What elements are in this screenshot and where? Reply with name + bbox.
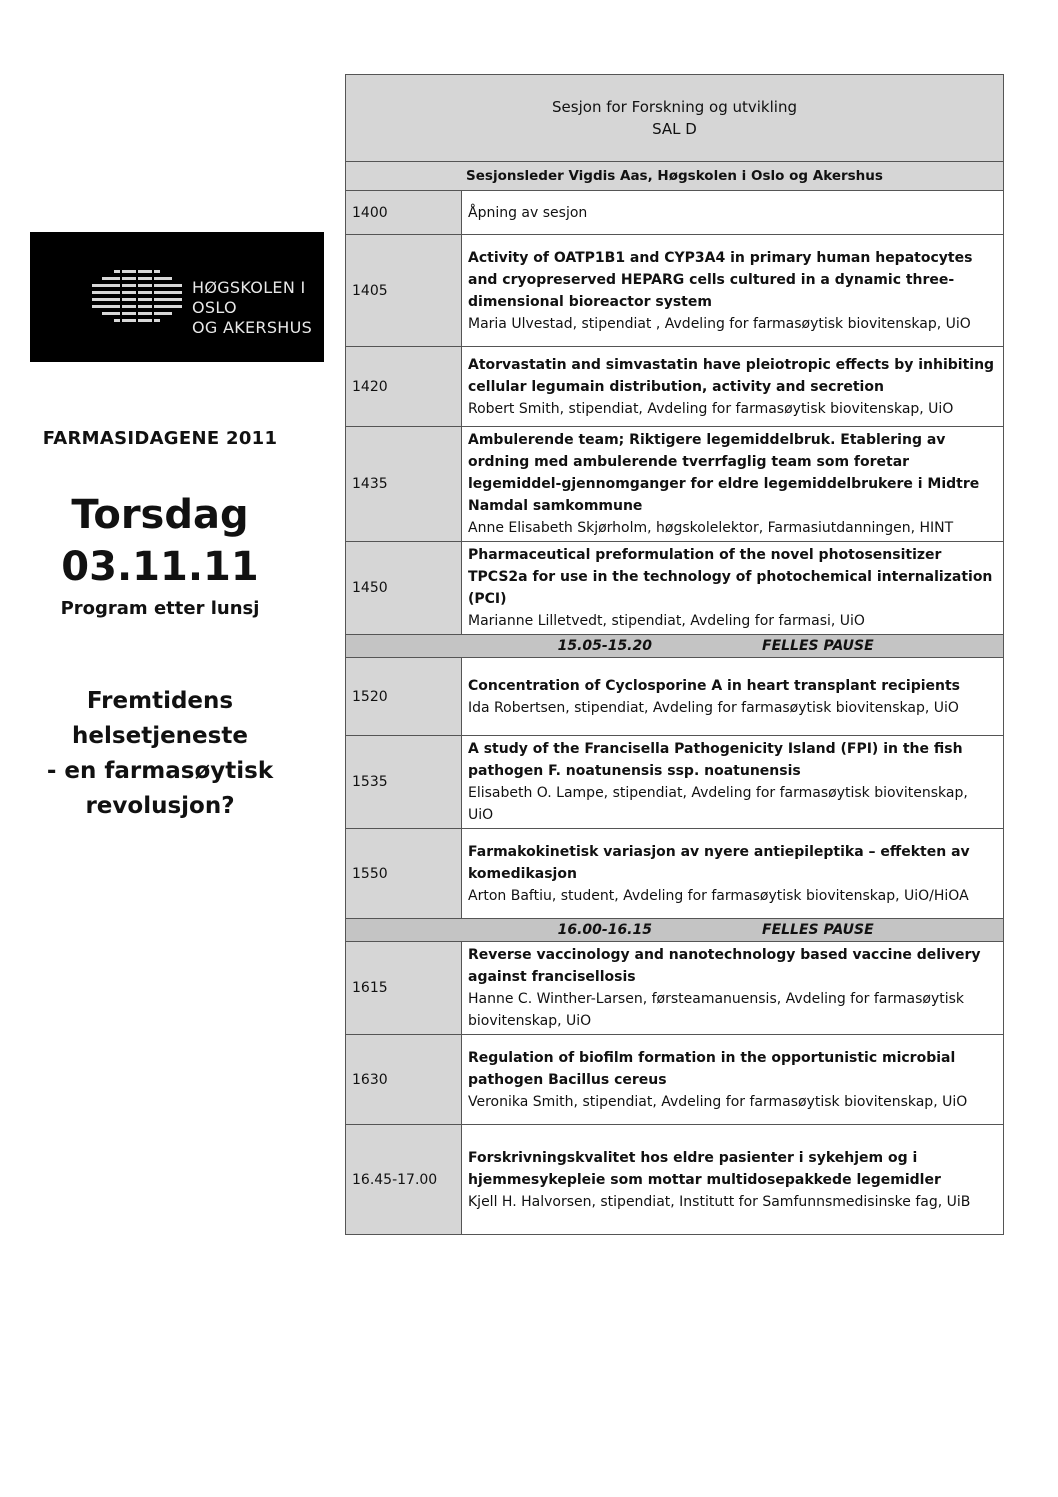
- time-cell: 1520: [346, 658, 462, 736]
- talk-speaker: Kjell H. Halvorsen, stipendiat, Institutt for Samfunnsmedisinske fag, UiB: [468, 1193, 971, 1210]
- schedule-row: [346, 942, 1004, 1035]
- talk-title: Pharmaceutical preformulation of the novel photosensitizer TPCS2a for use in the technology of photochemical internalization (PCI): [468, 547, 993, 607]
- time-cell: 1400: [346, 191, 462, 235]
- schedule-row: [346, 829, 1004, 919]
- time-cell: 16.45-17.00: [346, 1125, 462, 1235]
- time-cell: 1450: [346, 542, 462, 635]
- talk-cell: [462, 427, 1004, 542]
- talk-title: Regulation of biofilm formation in the opportunistic microbial pathogen Bacillus cereus: [468, 1049, 956, 1088]
- talk-cell: [462, 658, 1004, 736]
- talk-cell: [462, 235, 1004, 347]
- schedule-row: [346, 347, 1004, 427]
- talk-title: Concentration of Cyclosporine A in heart transplant recipients: [468, 677, 961, 694]
- session-header-row: [346, 75, 1004, 162]
- schedule-row: [346, 235, 1004, 347]
- time-cell: 1615: [346, 942, 462, 1035]
- talk-speaker: Anne Elisabeth Skjørholm, høgskolelektor, Farmasiutdanningen, HINT: [468, 520, 954, 536]
- pause-row: [346, 919, 1004, 942]
- talk-cell: [462, 736, 1004, 829]
- pause-cell: [346, 919, 1004, 942]
- pause-row: [346, 635, 1004, 658]
- talk-speaker: Veronika Smith, stipendiat, Avdeling for farmasøytisk biovitenskap, UiO: [468, 1093, 968, 1110]
- session-leader-row: [346, 162, 1004, 191]
- pause-label: FELLES PAUSE: [762, 638, 874, 654]
- pause-label: FELLES PAUSE: [762, 922, 874, 938]
- talk-cell: [462, 829, 1004, 919]
- talk-title: Atorvastatin and simvastatin have pleiotropic effects by inhibiting cellular legumain distribution, activity and secretion: [468, 356, 995, 395]
- talk-cell: [462, 1125, 1004, 1235]
- schedule-row: [346, 427, 1004, 542]
- talk-speaker: Elisabeth O. Lampe, stipendiat, Avdeling for farmasøytisk biovitenskap, UiO: [468, 785, 968, 823]
- logo-text: [192, 278, 324, 338]
- schedule-row: [346, 542, 1004, 635]
- pause-cell: [346, 635, 1004, 658]
- talk-cell: [462, 942, 1004, 1035]
- talk-cell: [462, 1035, 1004, 1125]
- session-leader: Sesjonsleder Vigdis Aas, Høgskolen i Oslo og Akershus: [346, 162, 1004, 191]
- time-cell: 1420: [346, 347, 462, 427]
- schedule-table: [345, 74, 1004, 1235]
- talk-title: Forskrivningskvalitet hos eldre pasienter i sykehjem og i hjemmesykepleie som mottar multidosepakkede legemidler: [468, 1149, 941, 1188]
- talk-title: Reverse vaccinology and nanotechnology based vaccine delivery against francisellosis: [468, 947, 981, 985]
- pause-time: 15.05-15.20: [557, 638, 652, 654]
- schedule-row: [346, 1035, 1004, 1125]
- date-heading: 03.11.11: [61, 544, 259, 590]
- theme-line: helsetjeneste: [72, 723, 248, 749]
- pause-time: 16.00-16.15: [557, 922, 652, 938]
- logo: [30, 232, 324, 362]
- schedule-row: [346, 736, 1004, 829]
- schedule-row: [346, 658, 1004, 736]
- program-note: Program etter lunsj: [60, 598, 260, 619]
- time-cell: 1630: [346, 1035, 462, 1125]
- talk-speaker: Hanne C. Winther-Larsen, førsteamanuensis, Avdeling for farmasøytisk biovitenskap, UiO: [468, 991, 965, 1029]
- talk-speaker: Robert Smith, stipendiat, Avdeling for farmasøytisk biovitenskap, UiO: [468, 400, 954, 417]
- session-header: [346, 75, 1004, 162]
- theme: [10, 684, 310, 824]
- talk-speaker: Arton Baftiu, student, Avdeling for farmasøytisk biovitenskap, UiO/HiOA: [468, 887, 969, 904]
- theme-line: - en farmasøytisk: [46, 758, 274, 784]
- talk-cell: [462, 191, 1004, 235]
- talk-title: A study of the Francisella Pathogenicity Island (FPI) in the fish pathogen F. noatunensis ssp. noatunensis: [468, 741, 963, 779]
- talk-title: Activity of OATP1B1 and CYP3A4 in primary human hepatocytes and cryopreserved HEPARG cells cultured in a dynamic three-dimensional bioreactor system: [468, 249, 973, 310]
- session-room: SAL D: [652, 120, 697, 138]
- session-title: Sesjon for Forskning og utvikling: [552, 98, 797, 116]
- talk-speaker: Marianne Lilletvedt, stipendiat, Avdeling for farmasi, UiO: [468, 613, 865, 629]
- time-cell: 1435: [346, 427, 462, 542]
- time-cell: 1550: [346, 829, 462, 919]
- talk-title: Ambulerende team; Riktigere legemiddelbruk. Etablering av ordning med ambulerende tverrfaglig team som foretar legemiddel-gjennomganger for eldre legemiddelbrukere i Midtre Namdal samkommune: [468, 432, 980, 514]
- time-cell: 1535: [346, 736, 462, 829]
- talk-speaker: Ida Robertsen, stipendiat, Avdeling for farmasøytisk biovitenskap, UiO: [468, 699, 959, 716]
- logo-line-1: HØGSKOLEN I OSLO: [192, 278, 306, 317]
- talk-title: Farmakokinetisk variasjon av nyere antiepileptika – effekten av komedikasjon: [468, 843, 970, 882]
- time-cell: 1405: [346, 235, 462, 347]
- schedule-row: [346, 191, 1004, 235]
- day-heading: Torsdag: [71, 492, 249, 538]
- logo-line-2: OG AKERSHUS: [192, 318, 313, 337]
- logo-stripes-icon: [92, 270, 182, 322]
- schedule-row: [346, 1125, 1004, 1235]
- talk-cell: [462, 542, 1004, 635]
- theme-line: revolusjon?: [85, 793, 235, 819]
- theme-line: Fremtidens: [86, 688, 234, 714]
- talk-cell: [462, 347, 1004, 427]
- event-name: FARMASIDAGENE 2011: [42, 428, 278, 449]
- talk-speaker: Maria Ulvestad, stipendiat , Avdeling for farmasøytisk biovitenskap, UiO: [468, 315, 971, 332]
- talk-speaker: Åpning av sesjon: [468, 204, 588, 221]
